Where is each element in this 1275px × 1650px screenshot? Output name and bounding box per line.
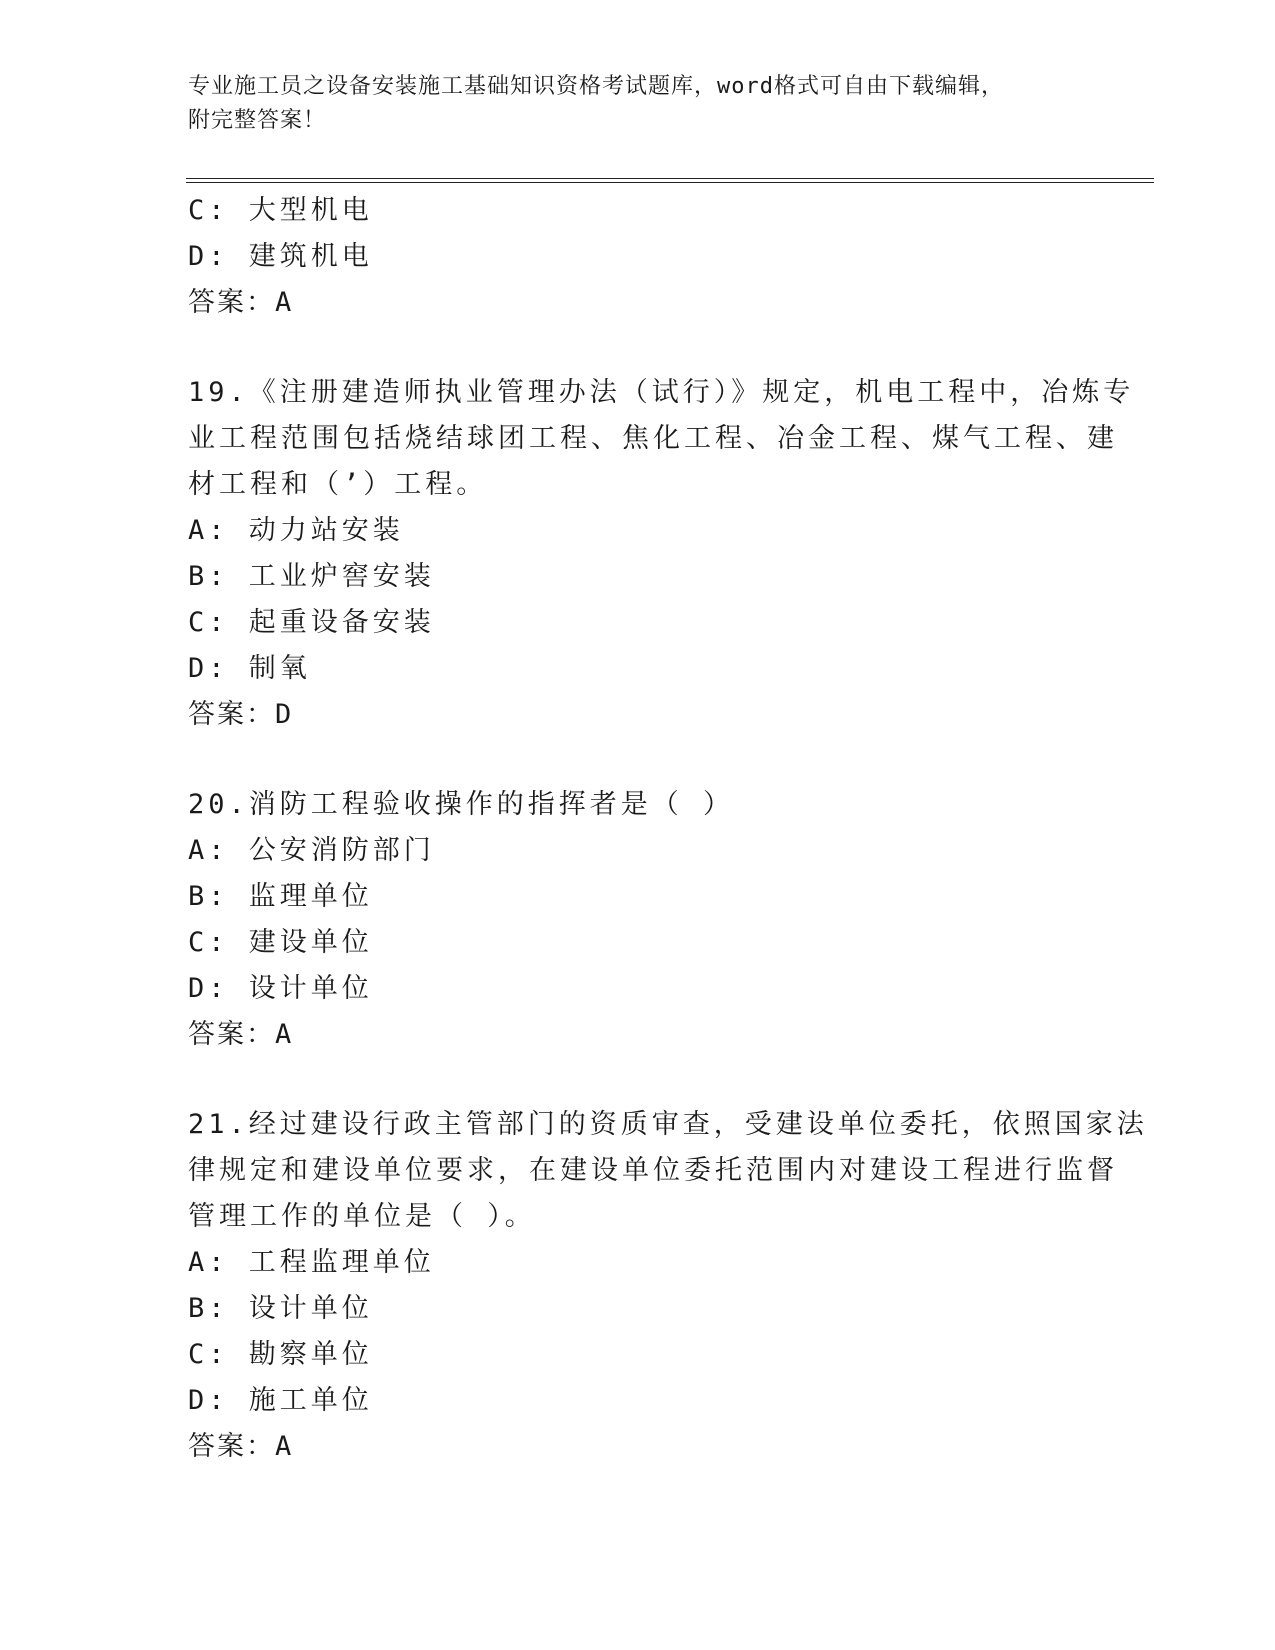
option-d: D: 施工单位: [188, 1385, 373, 1416]
option-a: A: 公安消防部门: [188, 835, 435, 866]
option-d: D: 设计单位: [188, 973, 373, 1004]
answer: 答案：A: [188, 1019, 294, 1050]
question-list: [188, 188, 1148, 1470]
question-stem: 20.消防工程验收操作的指挥者是（ ）: [188, 789, 735, 820]
answer: 答案：A: [188, 1431, 294, 1462]
option-a: A: 工程监理单位: [188, 1247, 435, 1278]
header-line-1: 专业施工员之设备安装施工基础知识资格考试题库，word格式可自由下载编辑，: [188, 74, 1004, 99]
answer: 答案：D: [188, 699, 294, 730]
option-b: B: 工业炉窖安装: [188, 561, 435, 592]
spacer: [188, 738, 1088, 782]
question-21: [188, 1102, 1148, 1470]
page-header: [188, 70, 1068, 138]
option-d: D: 制氧: [188, 653, 311, 684]
option-c: C: 建设单位: [188, 927, 373, 958]
question-stem: 21.经过建设行政主管部门的资质审查，受建设单位委托，依照国家法: [188, 1109, 1148, 1140]
spacer: [188, 326, 1088, 370]
option-c: C: 大型机电: [188, 195, 373, 226]
option-c: C: 起重设备安装: [188, 607, 435, 638]
answer: 答案：A: [188, 287, 294, 318]
option-c: C: 勘察单位: [188, 1339, 373, 1370]
option-a: A: 动力站安装: [188, 515, 404, 546]
question-20: [188, 782, 1088, 1058]
question-stem: 业工程范围包括烧结球团工程、焦化工程、冶金工程、煤气工程、建: [188, 423, 1118, 454]
question-18: [188, 188, 1088, 326]
spacer: [188, 1058, 1088, 1102]
question-19: [188, 370, 1135, 738]
header-line-2: 附完整答案！: [188, 108, 327, 133]
option-d: D: 建筑机电: [188, 241, 373, 272]
header-divider: [186, 178, 1154, 183]
option-b: B: 设计单位: [188, 1293, 373, 1324]
question-stem: 管理工作的单位是（ ）。: [188, 1201, 536, 1232]
question-stem: 律规定和建设单位要求，在建设单位委托范围内对建设工程进行监督: [188, 1155, 1118, 1186]
option-b: B: 监理单位: [188, 881, 373, 912]
question-stem: 材工程和（’）工程。: [188, 469, 488, 500]
question-stem: 19.《注册建造师执业管理办法（试行）》规定，机电工程中，冶炼专: [188, 377, 1135, 408]
